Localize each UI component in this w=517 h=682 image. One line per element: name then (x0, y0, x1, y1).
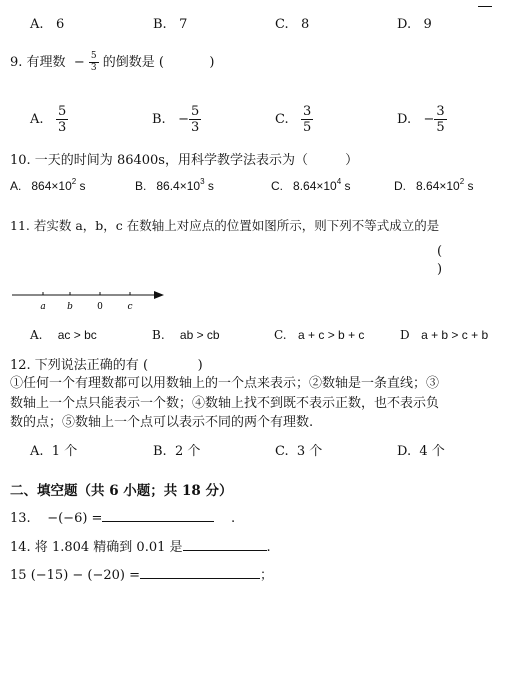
q13-question: 13. −(−6) = . (10, 508, 235, 526)
number-line-figure (8, 284, 168, 314)
q9-option-c[interactable]: C. $\frac{3}{5}$ (275, 104, 312, 135)
q9-option-d[interactable]: D. − $\frac{3}{5}$ (397, 104, 445, 135)
q14-answer-blank[interactable] (183, 537, 267, 551)
q11-question: 11. 若实数 a，b，c 在数轴上对应点的位置如图所示，则下列不等式成立的是 (10, 218, 440, 233)
q9-option-b[interactable]: B. − $\frac{5}{3}$ (152, 104, 200, 135)
q10-option-a[interactable]: A. $864\times 10^2$ s (10, 177, 86, 193)
q8-option-d[interactable]: D. 9 (397, 17, 432, 32)
q12-statement-line-3: 数的点；⑤数轴上一个点可以表示不同的两个有理数. (10, 415, 314, 430)
top-rule (478, 6, 492, 7)
q8-option-c[interactable]: C. 8 (275, 17, 310, 32)
q12-statement-line-1: ①任何一个有理数都可以用数轴上的一个点来表示；②数轴是一条直线；③ (10, 376, 440, 391)
q14-question: 14. 将 1.804 精确到 0.01 是 . (10, 536, 271, 555)
q13-answer-blank[interactable] (102, 508, 214, 522)
q9-question: 9. 有理数 − $\frac{5}{3}$ 的倒数是 ( ) (10, 51, 215, 73)
q12-option-c[interactable]: C. 3 个 (275, 444, 323, 459)
q11-option-a[interactable]: A. ac > bc (30, 328, 97, 342)
q12-question: 12. 下列说法正确的有 ( ) (10, 358, 203, 373)
number-line-arrow-icon (154, 291, 164, 299)
q15-question: 15 (−15) − (−20) = ； (10, 564, 273, 583)
axis-label-0: 0 (97, 302, 103, 312)
q10-option-c[interactable]: C. $8.64\times 10^4$ s (271, 177, 351, 193)
q12-statement-line-2: 数轴上一个点只能表示一个数；④数轴上找不到既不表示正数，也不表示负 (10, 396, 440, 411)
q10-option-d[interactable]: D. $8.64\times 10^2$ s (394, 177, 474, 193)
q11-option-d[interactable]: D a + b > c + b (400, 328, 489, 342)
q11-option-b[interactable]: B. ab > cb (152, 328, 220, 342)
q9-fraction: $\frac{5}{3}$ (90, 51, 97, 73)
axis-label-c: c (127, 302, 133, 312)
q8-option-b[interactable]: B. 7 (153, 17, 188, 32)
section-title: 二、填空题（共 6 小题；共 18 分） (10, 483, 233, 499)
q11-paren-close: ) (437, 262, 443, 277)
q12-option-d[interactable]: D. 4 个 (397, 444, 445, 459)
axis-label-a: a (40, 302, 46, 312)
q11-option-c[interactable]: C. a + c > b + c (274, 328, 365, 342)
q15-answer-blank[interactable] (140, 565, 260, 579)
axis-label-b: b (67, 302, 73, 312)
q8-option-a[interactable]: A. 6 (30, 17, 65, 32)
q9-option-a[interactable]: A. $\frac{5}{3}$ (30, 104, 67, 135)
q12-option-b[interactable]: B. 2 个 (153, 444, 201, 459)
q11-paren-open: ( (437, 244, 443, 259)
q12-option-a[interactable]: A. 1 个 (30, 444, 78, 459)
q10-option-b[interactable]: B. $86.4\times 10^3$ s (135, 177, 214, 193)
q10-question: 10. 一天的时间为 86400s，用科学教学法表示为（ ） (10, 153, 359, 168)
